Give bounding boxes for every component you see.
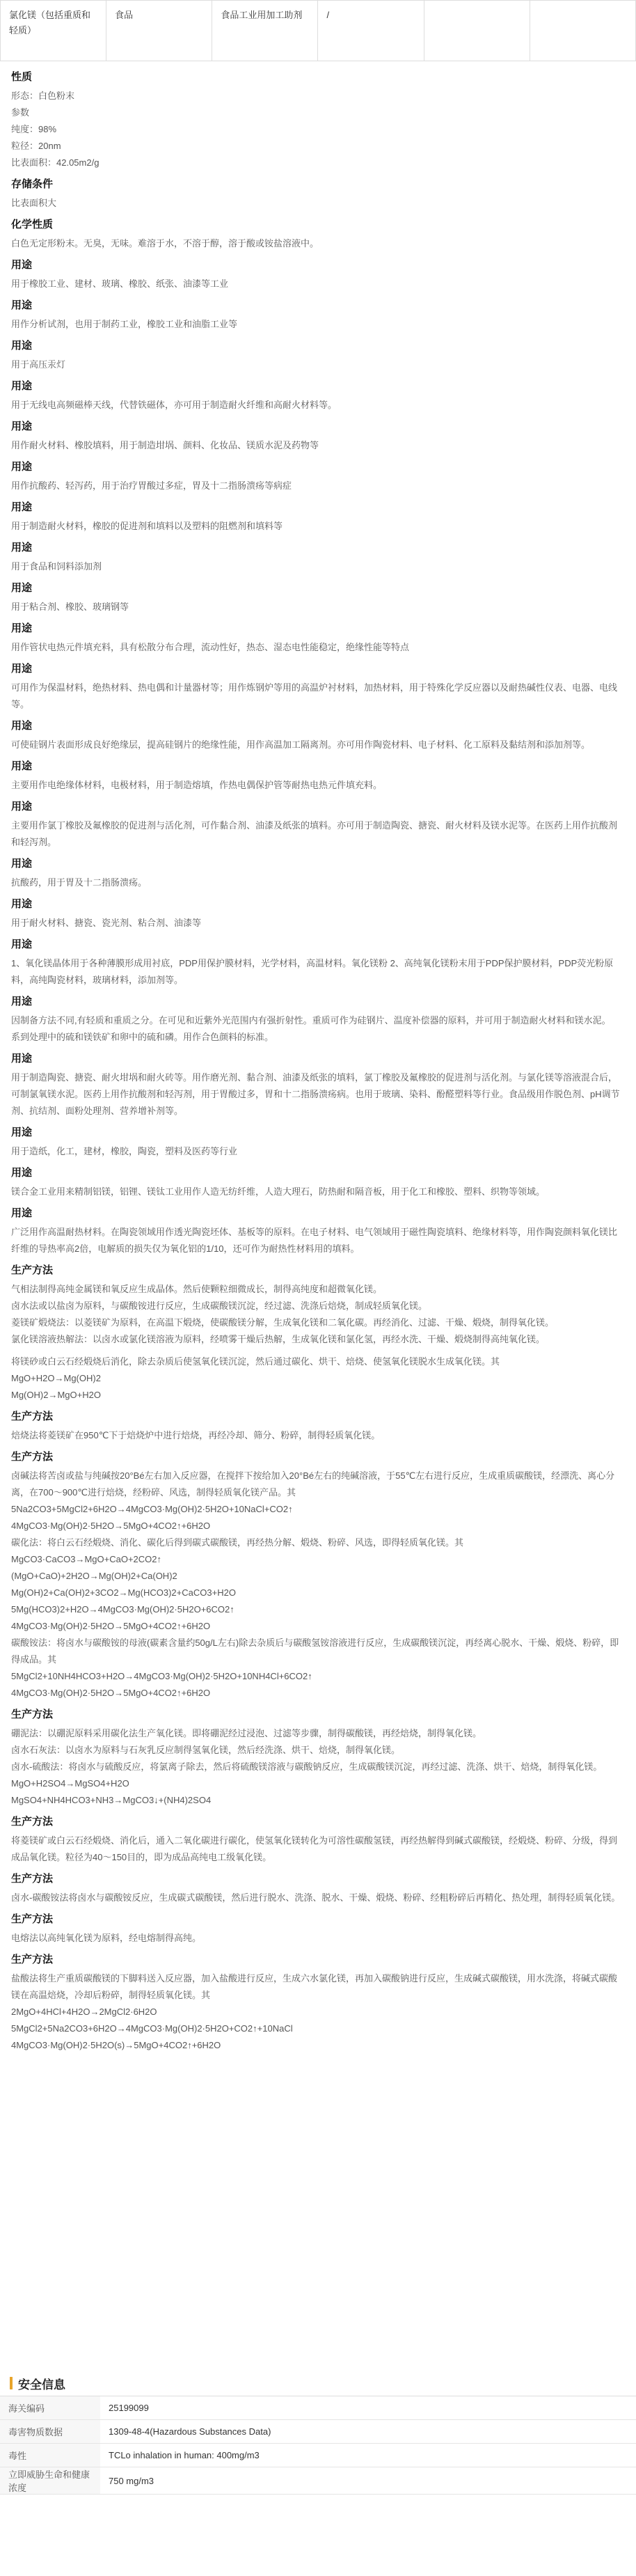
section-heading: 生产方法 — [11, 1264, 54, 1276]
section-text: MgCO3·CaCO3→MgO+CaO+2CO2↑ — [11, 1554, 162, 1564]
section-heading: 用途 — [11, 1126, 33, 1138]
section-heading: 用途 — [11, 501, 33, 513]
section-heading: 用途 — [11, 858, 33, 870]
section-heading: 用途 — [11, 542, 33, 553]
section-text: 气相法制得高纯金属镁和氧反应生成晶体。然后使颗粒细微成长，制得高纯度和超微氧化镁。 — [11, 1284, 383, 1294]
content-section — [11, 1952, 623, 2059]
section-heading: 用途 — [11, 938, 33, 950]
section-text: 氯化镁溶液热解法：以卤水或氯化镁溶液为原料，经喷雾干燥后热解，生成氧化镁和氯化氢，再经水洗、干燥、煅烧制得高纯氧化镁。 — [11, 1334, 546, 1344]
section-text: MgO+H2SO4→MgSO4+H2O — [11, 1778, 129, 1789]
section-text: 形态：白色粉末 — [11, 91, 75, 101]
content-section — [11, 298, 623, 338]
section-text: 盐酸法将生产重质碳酸镁的下脚料送入反应器，加入盐酸进行反应，生成六水氯化镁，再加入碳酸钠进行反应，生成碱式碳酸镁，用水洗涤，将碱式碳酸镁在高温焙烧，冷却后粉碎，制得轻质氧化镁。其 — [11, 1973, 618, 2000]
content-section — [11, 1165, 623, 1206]
section-text: MgSO4+NH4HCO3+NH3→MgCO3↓+(NH4)2SO4 — [11, 1795, 212, 1805]
section-text: 卤水-硫酸法：将卤水与硫酸反应，将氯离子除去，然后将硫酸镁溶液与碳酸钠反应，生成碳酸镁沉淀，再经过滤、洗涤、烘干、焙烧，制得氧化镁。 — [11, 1761, 603, 1772]
content-section — [11, 500, 623, 540]
content-section — [11, 1871, 623, 1912]
table-cell: 食品工业用加工助剂 — [212, 1, 318, 61]
section-text: 比表面积：42.05m2/g — [11, 157, 100, 168]
safety-row — [0, 2420, 636, 2444]
section-text: 菱镁矿煅烧法：以菱镁矿为原料，在高温下煅烧，使碳酸镁分解，生成氧化镁和二氧化碳。再经消化、过滤、干燥、煅烧，制得氧化镁。 — [11, 1317, 555, 1328]
safety-value-link[interactable]: 1309-48-4(Hazardous Substances Data) — [100, 2420, 636, 2444]
section-heading: 用途 — [11, 720, 33, 732]
section-text: 碳化法：将白云石经煅烧、消化、碳化后得到碳式碳酸镁，再经热分解、煅烧、粉碎、风选，即得轻质氧化镁。其 — [11, 1537, 464, 1548]
content-section — [11, 70, 623, 177]
section-text: 主要用作电绝缘体材料，电极材料，用于制造熔填，作热电偶保护管等耐热电热元件填充料。 — [11, 780, 383, 790]
section-heading: 生产方法 — [11, 1451, 54, 1463]
section-heading: 用途 — [11, 299, 33, 311]
section-heading: 生产方法 — [11, 1913, 54, 1925]
section-text: Mg(OH)2→MgO+H2O — [11, 1390, 101, 1400]
section-heading: 用途 — [11, 259, 33, 271]
table-cell: 氯化镁（包括重质和轻质） — [1, 1, 106, 61]
safety-info-title: 安全信息 — [18, 2378, 65, 2392]
section-text: 5Na2CO3+5MgCl2+6H2O→4MgCO3·Mg(OH)2·5H2O+10NaCl+CO2↑ — [11, 1504, 293, 1514]
content-section — [11, 540, 623, 581]
section-text: 抗酸药，用于胃及十二指肠溃疡。 — [11, 877, 148, 888]
safety-info-header — [0, 2371, 636, 2396]
section-heading: 用途 — [11, 622, 33, 634]
section-text: Mg(OH)2+Ca(OH)2+3CO2→Mg(HCO3)2+CaCO3+H2O — [11, 1587, 236, 1598]
section-text: 用于无线电高频磁棒天线，代替铁磁体，亦可用于制造耐火纤维和高耐火材料等。 — [11, 400, 337, 410]
safety-value: 25199099 — [100, 2396, 636, 2420]
section-heading: 生产方法 — [11, 1411, 54, 1422]
section-text: 广泛用作高温耐热材料。在陶瓷领域用作透光陶瓷坯体、基板等的原料。在电子材料、电气领域用于磁性陶瓷填料、绝缘材料等，用作陶瓷颜料氧化镁比纤维的导热率高2倍，电解质的损失仅为氧化铝的1/10，还可作为耐热性材料用的填料。 — [11, 1227, 618, 1254]
content-section — [11, 1707, 623, 1814]
section-text: 用于造纸，化工，建材，橡胶，陶瓷，塑料及医药等行业 — [11, 1146, 238, 1156]
section-text: 卤水石灰法：以卤水为原料与石灰乳反应制得氢氧化镁，然后经洗涤、烘干、焙烧，制得氧化镁。 — [11, 1745, 401, 1755]
section-text: 用作分析试剂，也用于制药工业，橡胶工业和油脂工业等 — [11, 319, 238, 329]
section-text: 2MgO+4HCl+4H2O→2MgCl2·6H2O — [11, 2006, 157, 2017]
section-text: 镁合金工业用来精制铝镁，铝锂、镁钛工业用作人造无纺纤维，人造大理石，防热耐和隔音板，用于化工和橡胶、塑料、织物等领域。 — [11, 1186, 546, 1197]
content-section — [11, 1263, 623, 1353]
section-heading: 生产方法 — [11, 1816, 54, 1828]
section-text: 将镁砂或白云石经煅烧后消化，除去杂质后使氢氧化镁沉淀，然后通过碳化、烘干、焙烧、使氢氧化镁脱水生成氧化镁。其 — [11, 1356, 500, 1367]
table-cell — [530, 1, 635, 61]
section-text: 可使硅钢片表面形成良好绝缘层，提高硅钢片的绝缘性能，用作高温加工隔离剂。亦可用作陶瓷材料、电子材料、化工原料及黏结剂和添加剂等。 — [11, 739, 591, 750]
section-text: 用作抗酸药、轻泻药，用于治疗胃酸过多症，胃及十二指肠溃疡等病症 — [11, 480, 292, 491]
content-section — [11, 759, 623, 799]
content-section — [11, 718, 623, 759]
table-row — [1, 1, 636, 61]
section-text: 可用作为保温材料，绝热材料、热电偶和计量器材等；用作炼钢炉等用的高温炉衬材料，加热材料，用于特殊化学反应器以及耐热碱性仪表、电器、电线等。 — [11, 682, 618, 709]
section-heading: 存储条件 — [11, 178, 54, 190]
section-heading: 用途 — [11, 801, 33, 812]
content-section — [11, 937, 623, 994]
safety-key: 毒性 — [0, 2444, 100, 2467]
safety-row — [0, 2467, 636, 2495]
section-heading: 用途 — [11, 582, 33, 594]
section-heading: 用途 — [11, 996, 33, 1007]
section-text: 用于制造耐火材料，橡胶的促进剂和填料以及塑料的阻燃剂和填料等 — [11, 521, 283, 531]
section-heading: 用途 — [11, 898, 33, 910]
section-heading: 用途 — [11, 421, 33, 432]
section-text: MgO+H2O→Mg(OH)2 — [11, 1373, 101, 1383]
content-section — [11, 1125, 623, 1165]
section-heading: 用途 — [11, 1167, 33, 1179]
safety-row — [0, 2444, 636, 2467]
section-text: 用于耐火材料、搪瓷、瓷光剂、粘合剂、油漆等 — [11, 918, 202, 928]
section-text: 将菱镁矿或白云石经煅烧、消化后，通入二氧化碳进行碳化，使氢氧化镁转化为可溶性碳酸氢镁，再经热解得到碱式碳酸镁，经煅烧、粉碎、分级，得到成品氧化镁。粒径为40～150目的，即为成品高纯电工级氧化镁。 — [11, 1835, 618, 1862]
section-text: 电熔法以高纯氧化镁为原料，经电熔制得高纯。 — [11, 1933, 202, 1943]
content-section — [11, 1051, 623, 1125]
content-section — [11, 217, 623, 258]
content-section — [11, 177, 623, 217]
section-text: 4MgCO3·Mg(OH)2·5H2O→5MgO+4CO2↑+6H2O — [11, 1621, 211, 1631]
content-section — [11, 994, 623, 1051]
section-text: 参数 — [11, 107, 30, 118]
table-cell — [424, 1, 530, 61]
section-text: 比表面积大 — [11, 198, 57, 208]
section-text: 因制备方法不同,有轻质和重质之分。在可见和近紫外光范围内有强折射性。重质可作为硅钢片、温度补偿器的原料，并可用于制造耐火材料和镁水泥。 — [11, 1015, 611, 1026]
section-heading: 用途 — [11, 1207, 33, 1219]
content-section — [11, 338, 623, 379]
content-section — [11, 581, 623, 621]
content-section — [11, 1353, 623, 1409]
top-table — [0, 0, 636, 61]
section-text: 用作耐火材料、橡胶填料，用于制造坩埚、颜料、化妆品、镁质水泥及药物等 — [11, 440, 319, 450]
section-text: 用于制造陶瓷、搪瓷、耐火坩埚和耐火砖等。用作磨光剂、黏合剂、油漆及纸张的填料，氯丁橡胶及氟橡胶的促进剂与活化剂。与氯化镁等溶液混合后，可制氯氧镁水泥。医药上用作抗酸剂和轻泻剂，用于胃酸过多，胃和十二指肠溃疡病。也用于玻璃、染料、酚醛塑料等行业。食品级用作脱色剂、pH调节剂、抗结剂、面粉处理剂、营养增补剂等。 — [11, 1072, 620, 1116]
section-heading: 用途 — [11, 461, 33, 473]
content-section — [11, 258, 623, 298]
article-content — [11, 70, 623, 2059]
safety-info-table — [0, 2396, 636, 2495]
content-section — [11, 1409, 623, 1450]
section-text: 纯度：98% — [11, 124, 57, 134]
section-text: 硼泥法：以硼泥原料采用碳化法生产氧化镁。即将硼泥经过浸泡、过滤等步骤，制得碳酸镁，再经焙烧，制得氧化镁。 — [11, 1728, 482, 1738]
section-text: 1、氧化镁晶体用于各种薄膜形成用衬底，PDP用保护膜材料，光学材料，高温材料。氧化镁粉 2、高纯氧化镁粉末用于PDP保护膜材料，PDP荧光粉原料，高纯陶瓷材料，玻璃材料，添加剂等。 — [11, 958, 614, 985]
section-heading: 生产方法 — [11, 1954, 54, 1965]
content-section — [11, 621, 623, 661]
content-section — [11, 799, 623, 856]
section-text: 粒径：20nm — [11, 141, 61, 151]
content-section — [11, 460, 623, 500]
content-section — [11, 1206, 623, 1263]
content-section — [11, 1912, 623, 1952]
safety-key: 海关编码 — [0, 2396, 100, 2420]
section-text: 5MgCl2+5Na2CO3+6H2O→4MgCO3·Mg(OH)2·5H2O+CO2↑+10NaCl — [11, 2023, 293, 2034]
section-text: 4MgCO3·Mg(OH)2·5H2O→5MgO+4CO2↑+6H2O — [11, 1521, 211, 1531]
section-text: 卤水法或以盐卤为原料，与碳酸铵进行反应，生成碳酸镁沉淀，经过滤、洗涤后焙烧，制成轻质氧化镁。 — [11, 1301, 428, 1311]
section-heading: 用途 — [11, 760, 33, 772]
section-text: 主要用作氯丁橡胶及氟橡胶的促进剂与活化剂，可作黏合剂、油漆及纸张的填料。亦可用于制造陶瓷、搪瓷、耐火材料及镁水泥等。在医药上用作抗酸剂和轻泻剂。 — [11, 820, 618, 847]
safety-key: 立即威胁生命和健康浓度 — [0, 2467, 100, 2495]
section-text: 用于食品和饲料添加剂 — [11, 561, 102, 572]
section-text: 系到处理中的硫和镁铁矿和卵中的硫和磷。用作合色颜料的标准。 — [11, 1032, 274, 1042]
section-text: (MgO+CaO)+2H2O→Mg(OH)2+Ca(OH)2 — [11, 1571, 177, 1581]
safety-value: TCLo inhalation in human: 400mg/m3 — [100, 2444, 636, 2467]
safety-row — [0, 2396, 636, 2420]
table-cell: / — [318, 1, 424, 61]
section-text: 用于高压汞灯 — [11, 359, 66, 370]
content-section — [11, 379, 623, 419]
table-cell: 食品 — [106, 1, 212, 61]
section-heading: 用途 — [11, 340, 33, 352]
section-heading: 化学性质 — [11, 219, 54, 230]
content-section — [11, 661, 623, 718]
section-text: 碳酸铵法：将卤水与碳酸铵的母液(碳素含量约50g/L左右)除去杂质后与碳酸氢铵溶液进行反应，生成碳酸镁沉淀，再经离心脱水、干燥、煅烧、粉碎，即得成品。其 — [11, 1638, 619, 1665]
content-section — [11, 897, 623, 937]
section-text: 焙烧法将菱镁矿在950℃下于焙烧炉中进行焙烧，再经冷却、筛分、粉碎，制得轻质氧化镁。 — [11, 1430, 381, 1440]
section-text: 用于橡胶工业、建材、玻璃、橡胶、纸张、油漆等工业 — [11, 278, 229, 289]
section-marker-bar — [10, 2377, 13, 2389]
content-section — [11, 1450, 623, 1707]
section-text: 5Mg(HCO3)2+H2O→4MgCO3·Mg(OH)2·5H2O+6CO2↑ — [11, 1604, 234, 1615]
section-heading: 生产方法 — [11, 1709, 54, 1720]
section-text: 5MgCl2+10NH4HCO3+H2O→4MgCO3·Mg(OH)2·5H2O+10NH4Cl+6CO2↑ — [11, 1671, 312, 1681]
section-text: 用于粘合剂、橡胶、玻璃钢等 — [11, 602, 129, 612]
content-section — [11, 419, 623, 460]
section-heading: 用途 — [11, 663, 33, 675]
section-text: 4MgCO3·Mg(OH)2·5H2O→5MgO+4CO2↑+6H2O — [11, 1688, 211, 1698]
safety-value: 750 mg/m3 — [100, 2467, 636, 2495]
section-text: 用作管状电热元件填充料，具有松散分布合理，流动性好，热态、湿态电性能稳定，绝缘性能等特点 — [11, 642, 410, 652]
section-text: 4MgCO3·Mg(OH)2·5H2O(s)→5MgO+4CO2↑+6H2O — [11, 2040, 221, 2050]
section-heading: 用途 — [11, 380, 33, 392]
section-text: 卤水-碳酸铵法将卤水与碳酸铵反应，生成碳式碳酸镁，然后进行脱水、洗涤、脱水、干燥、煅烧、粉碎、经粗粉碎后再精化、热处理，制得轻质氧化镁。 — [11, 1892, 621, 1903]
section-heading: 用途 — [11, 1053, 33, 1065]
section-text: 卤碱法将苦卤或盐与纯碱按20°Bé左右加入反应器，在搅拌下按给加入20°Bé左右的纯碱溶液，于55℃左右进行反应，生成重质碳酸镁，经漂洗、离心分离，在700～900℃进行焙烧，经粉碎、风选，制得轻质氧化镁产品。其 — [11, 1470, 615, 1498]
section-text: 白色无定形粉末。无臭，无味。难溶于水，不溶于醇，溶于酸或铵盐溶液中。 — [11, 238, 319, 249]
content-section — [11, 1814, 623, 1871]
safety-key: 毒害物质数据 — [0, 2420, 100, 2444]
section-heading: 生产方法 — [11, 1873, 54, 1885]
section-heading: 性质 — [11, 71, 33, 83]
content-section — [11, 856, 623, 897]
safety-info-section — [0, 2371, 636, 2495]
